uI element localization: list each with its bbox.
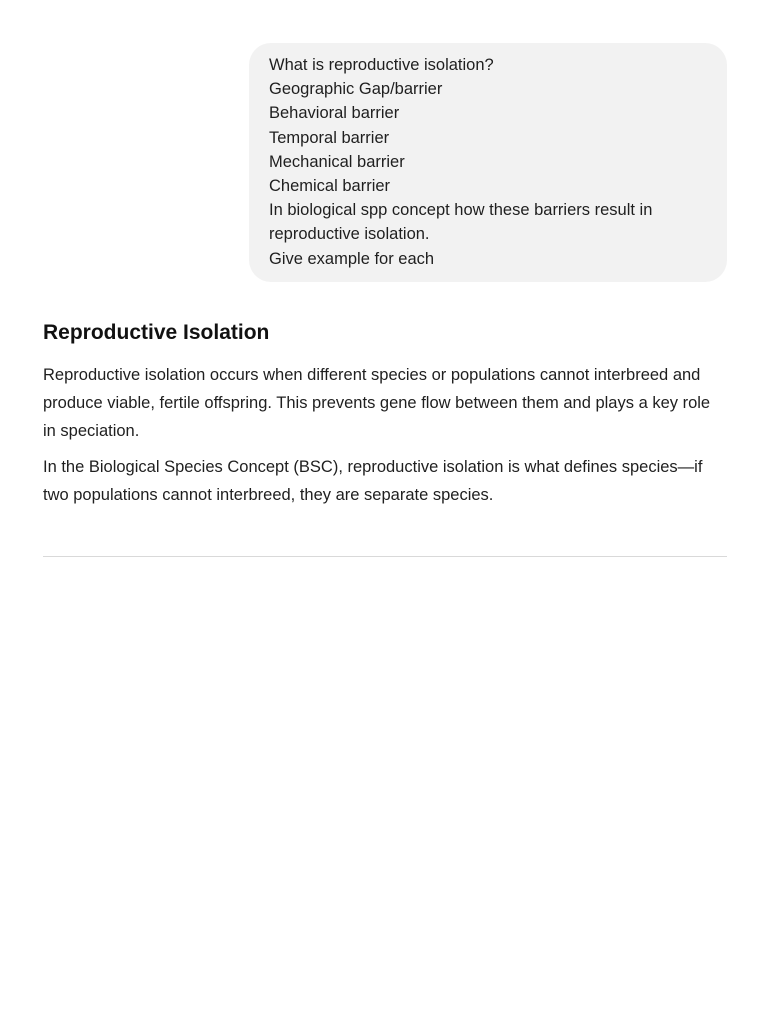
user-message-line: Mechanical barrier	[269, 152, 405, 171]
assistant-message	[43, 318, 727, 517]
user-message-line: Temporal barrier	[269, 128, 390, 147]
section-divider	[43, 556, 727, 557]
user-message-line: In biological spp concept how these barriers result in reproductive isolation.	[269, 201, 653, 244]
user-message-line: Chemical barrier	[269, 177, 391, 196]
user-message	[249, 43, 727, 282]
response-paragraph: Reproductive isolation occurs when different species or populations cannot interbreed and produce viable, fertile offspring. This prevents gene flow between them and plays a key role in speciation.	[43, 366, 711, 440]
response-paragraph: In the Biological Species Concept (BSC), reproductive isolation is what defines species—if two populations cannot interbreed, they are separate species.	[43, 458, 703, 504]
user-message-line: Geographic Gap/barrier	[269, 80, 443, 99]
user-message-line: What is reproductive isolation?	[269, 56, 494, 74]
user-message-line: Give example for each	[269, 249, 435, 268]
response-heading: Reproductive Isolation	[43, 321, 270, 344]
user-message-bubble	[249, 43, 727, 282]
user-message-line: Behavioral barrier	[269, 104, 400, 123]
